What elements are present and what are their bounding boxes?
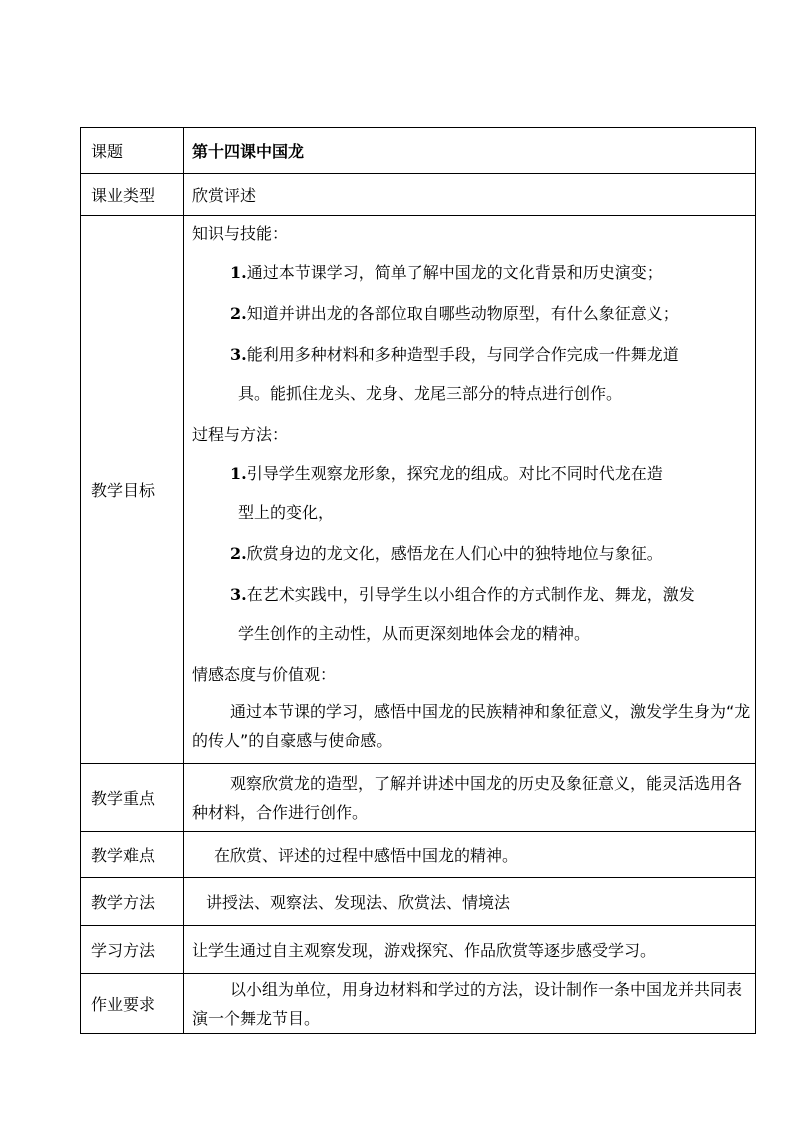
learning-methods-label: 学习方法 xyxy=(81,926,184,974)
type-value: 欣赏评述 xyxy=(184,174,756,216)
key-points-value: 观察欣赏龙的造型，了解并讲述中国龙的历史及象征意义，能灵活选用各种材料，合作进行创作。 xyxy=(184,764,756,832)
row-homework xyxy=(81,974,756,1034)
knowledge-item-1: 1.通过本节课学习，简单了解中国龙的文化背景和历史演变； xyxy=(230,263,663,282)
knowledge-heading: 知识与技能： xyxy=(192,224,289,243)
row-type xyxy=(81,174,756,216)
row-topic xyxy=(81,128,756,174)
learning-methods-value: 让学生通过自主观察发现，游戏探究、作品欣赏等逐步感受学习。 xyxy=(184,926,756,974)
homework-label: 作业要求 xyxy=(81,974,184,1034)
teaching-methods-value: 讲授法、观察法、发现法、欣赏法、情境法 xyxy=(184,878,756,926)
emotion-text: 通过本节课的学习，感悟中国龙的民族精神和象征意义，激发学生身为“龙的传人”的自豪感与使命感。 xyxy=(192,702,751,750)
topic-label: 课题 xyxy=(81,128,184,174)
process-item-3-cont: 学生创作的主动性，从而更深刻地体会龙的精神。 xyxy=(238,624,591,643)
topic-cell xyxy=(184,128,756,174)
process-item-2: 2.欣赏身边的龙文化，感悟龙在人们心中的独特地位与象征。 xyxy=(230,544,663,563)
difficulties-value: 在欣赏、评述的过程中感悟中国龙的精神。 xyxy=(184,832,756,878)
key-points-label: 教学重点 xyxy=(81,764,184,832)
process-item-3: 3.在艺术实践中，引导学生以小组合作的方式制作龙、舞龙，激发 xyxy=(230,585,695,604)
knowledge-item-3: 3.能利用多种材料和多种造型手段，与同学合作完成一件舞龙道 xyxy=(230,345,679,364)
process-item-1-cont: 型上的变化， xyxy=(238,503,335,522)
lesson-plan-table xyxy=(80,127,756,1034)
process-item-1: 1.引导学生观察龙形象，探究龙的组成。对比不同时代龙在造 xyxy=(230,464,663,483)
lesson-number: 第十四课 xyxy=(192,142,257,161)
homework-value: 以小组为单位，用身边材料和学过的方法，设计制作一条中国龙并共同表演一个舞龙节目。 xyxy=(184,974,756,1034)
row-objectives xyxy=(81,216,756,764)
knowledge-item-2: 2.知道并讲出龙的各部位取自哪些动物原型，有什么象征意义； xyxy=(230,304,679,323)
row-key-points xyxy=(81,764,756,832)
difficulties-label: 教学难点 xyxy=(81,832,184,878)
knowledge-item-3-cont: 具。能抓住龙头、龙身、龙尾三部分的特点进行创作。 xyxy=(238,384,623,403)
type-label: 课业类型 xyxy=(81,174,184,216)
objectives-label: 教学目标 xyxy=(81,216,184,764)
objectives-content xyxy=(184,216,756,764)
teaching-methods-label: 教学方法 xyxy=(81,878,184,926)
process-heading: 过程与方法： xyxy=(192,425,289,444)
emotion-heading: 情感态度与价值观： xyxy=(192,665,337,684)
lesson-title: 中国龙 xyxy=(256,142,305,161)
row-learning-methods xyxy=(81,926,756,974)
row-difficulties xyxy=(81,832,756,878)
row-teaching-methods xyxy=(81,878,756,926)
